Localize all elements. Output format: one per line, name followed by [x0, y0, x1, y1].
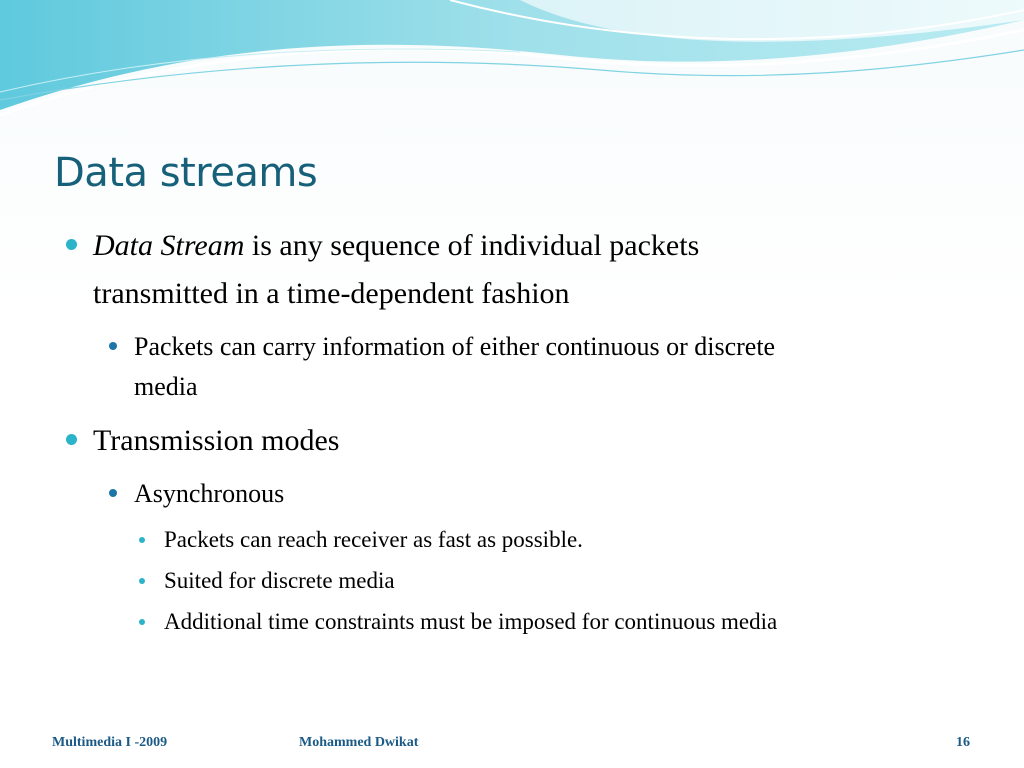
bullet-asynchronous: Asynchronous: [134, 479, 285, 508]
bullet-dot: [139, 578, 145, 584]
bullet-line: Packets can carry information of either continuous or discrete: [134, 332, 776, 361]
bullet-text: is any sequence of individual packets: [244, 229, 700, 262]
bullet-data-stream: [93, 222, 993, 318]
bullet-dot: [139, 619, 145, 625]
bullet-line: media: [134, 372, 198, 401]
bullet-transmission-modes: Transmission modes: [93, 424, 340, 457]
bullet-dot: [109, 342, 117, 350]
bullet-discrete-media: Suited for discrete media: [164, 568, 395, 593]
bullet-dot: [66, 434, 77, 445]
bullet-reach-receiver: Packets can reach receiver as fast as possible.: [164, 527, 583, 552]
bullet-line: [93, 222, 993, 270]
footer-page-number: 16: [956, 735, 970, 750]
emphasized-term: Data Stream: [93, 229, 245, 262]
header-wave-decoration: [0, 0, 1024, 130]
bullet-dot: [109, 489, 117, 497]
footer-author: Mohammed Dwikat: [299, 735, 419, 750]
footer-course: Multimedia I -2009: [52, 735, 168, 750]
bullet-dot: [66, 239, 77, 250]
bullet-packets-carry: [134, 327, 994, 407]
bullet-time-constraints: Additional time constraints must be imposed for continuous media: [164, 609, 778, 634]
slide-title: Data streams: [54, 150, 318, 196]
bullet-dot: [139, 537, 145, 543]
bullet-line: transmitted in a time-dependent fashion: [93, 277, 570, 310]
